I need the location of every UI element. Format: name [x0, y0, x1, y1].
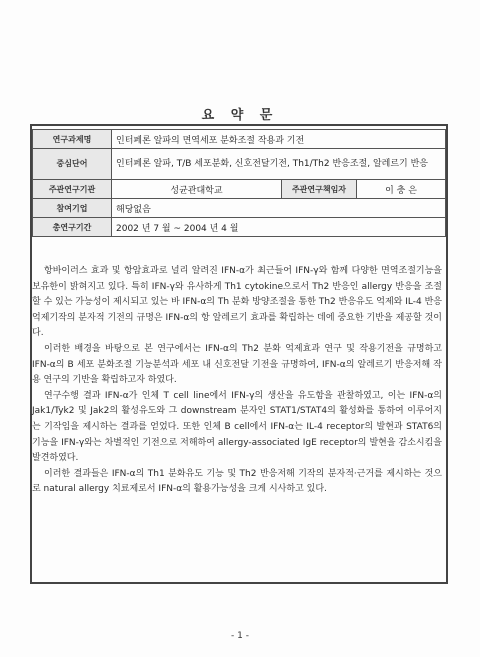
keywords-label: 중심단어 [33, 149, 112, 180]
table-row [33, 180, 446, 199]
page-number: - 1 - [231, 631, 249, 641]
period-label: 총연구기간 [33, 218, 112, 237]
abstract-body [32, 264, 442, 498]
table-row [33, 218, 446, 237]
participating-label: 참여기업 [33, 199, 112, 218]
abstract-paragraph: 이러한 결과들은 IFN-α의 Th1 분화유도 기능 및 Th2 반응저해 기작의 분자적·근거를 제시하는 것으로 natural allergy 치료제로서 IFN-α의 활용가능성을 크게 시사하고 있다. [32, 468, 442, 495]
institution-value: 성균관대학교 [112, 180, 282, 199]
participating-value: 해당없음 [112, 199, 446, 218]
page-title: 요 약 문 [201, 108, 279, 123]
project-info-table [32, 129, 446, 237]
table-row [33, 199, 446, 218]
period-value: 2002 년 7 월 ~ 2004 년 4 월 [112, 218, 446, 237]
project-title-label: 연구과제명 [33, 130, 112, 149]
table-row [33, 149, 446, 180]
abstract-paragraph: 이러한 배경을 바탕으로 본 연구에서는 IFN-α의 Th2 분화 억제효과 연구 및 작용기전을 규명하고 IFN-α의 B 세포 분화조절 기능분석과 세포 내 신호전달 기전을 규명하여, IFN-α의 알레르기 반응저해 작용 연구의 기반을 확립하고자 하였다. [32, 343, 442, 386]
table-row [33, 130, 446, 149]
project-title-value: 인터페론 알파의 면역세포 분화조절 작용과 기전 [112, 130, 446, 149]
pi-value: 이 충 은 [357, 180, 446, 199]
keywords-value: 인터페론 알파, T/B 세포분화, 신호전달기전, Th1/Th2 반응조절, 알레르기 반응 [112, 149, 446, 180]
institution-label: 주관연구기관 [33, 180, 112, 199]
pi-label: 주관연구책임자 [282, 180, 357, 199]
abstract-paragraph: 항바이러스 효과 및 항암효과로 널리 알려진 IFN-α가 최근들어 IFN-γ와 함께 다양한 면역조절기능을 보유한이 밝혀지고 있다. 특히 IFN-γ와 유사하게 Th1 cytokine으로서 Th2 반응인 allergy 반응을 조절할 수 있는 가능성이 제시되고 있는 바 IFN-α의 Th 분화 방양조절을 통한 Th2 반응유도 억제와 IL-4 반응 억제기작의 분자적 기전의 규명은 IFN-α의 항 알레르기 효과를 확립하는 데에 중요한 기반을 제공할 것이다. [32, 266, 442, 339]
abstract-paragraph: 연구수행 결과 IFN-α가 인체 T cell line에서 IFN-γ의 생산을 유도함을 관찰하였고, 이는 IFN-α의 Jak1/Tyk2 및 Jak2의 활성유도와 그 downstream 분자인 STAT1/STAT4의 활성화를 통하여 이루어지는 기작임을 제시하는 결과를 얻었다. 또한 인체 B cell에서 IFN-α는 IL-4 receptor의 발현과 STAT6의 기능을 IFN-γ와는 차별적인 기전으로 저해하여 allergy-associated IgE receptor의 발현을 감소시킴을 발견하였다. [32, 390, 442, 464]
